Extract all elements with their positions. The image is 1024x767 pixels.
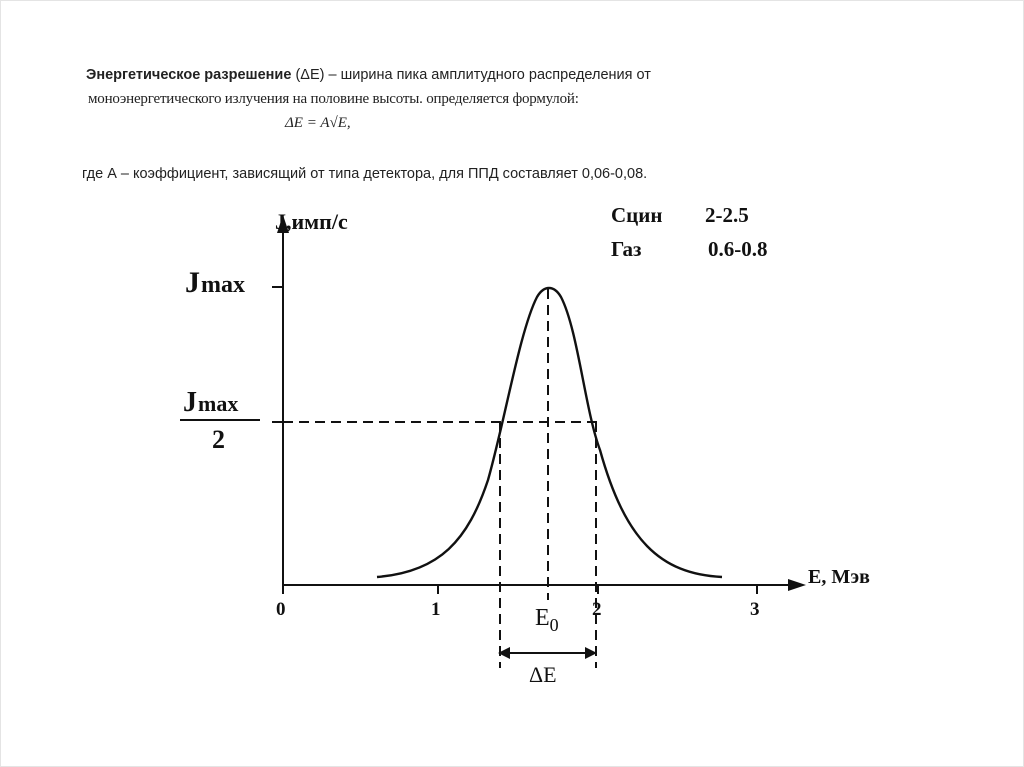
e0-label: $E_0$	[535, 605, 559, 635]
table-row1-value: 2-2.5	[705, 203, 749, 227]
half-max-numerator: Jmax	[183, 387, 239, 418]
x-axis-label: E, Мэв	[808, 566, 870, 588]
coefficient-line: где А – коэффициент, зависящий от типа детектора, для ППД составляет 0,06-0,08.	[82, 166, 648, 182]
table-row1-label: Сцин	[611, 203, 663, 227]
table-row2-value: 0.6-0.8	[708, 237, 768, 261]
y-axis-label: J,имп/с	[275, 209, 348, 234]
x-tick-label-2: 2	[592, 599, 602, 620]
peak-curve	[377, 288, 722, 577]
x-axis-arrow	[788, 579, 806, 591]
formula: ΔE = A√E,	[285, 115, 351, 131]
jmax-label: Jmax	[185, 266, 245, 299]
x-tick-label-0: 0	[276, 599, 286, 620]
delta-e-label: ΔE	[529, 662, 557, 687]
x-tick-label-1: 1	[431, 599, 441, 620]
table-row2-label: Газ	[611, 237, 642, 261]
definition-text: (ΔE) – ширина пика амплитудного распределения от	[291, 67, 651, 83]
definition-line-2: моноэнергетического излучения на половине высоты. определяется формулой:	[88, 91, 579, 107]
definition-term: Энергетическое разрешение	[86, 67, 292, 83]
half-max-denominator: 2	[212, 425, 225, 454]
x-tick-label-3: 3	[750, 599, 760, 620]
